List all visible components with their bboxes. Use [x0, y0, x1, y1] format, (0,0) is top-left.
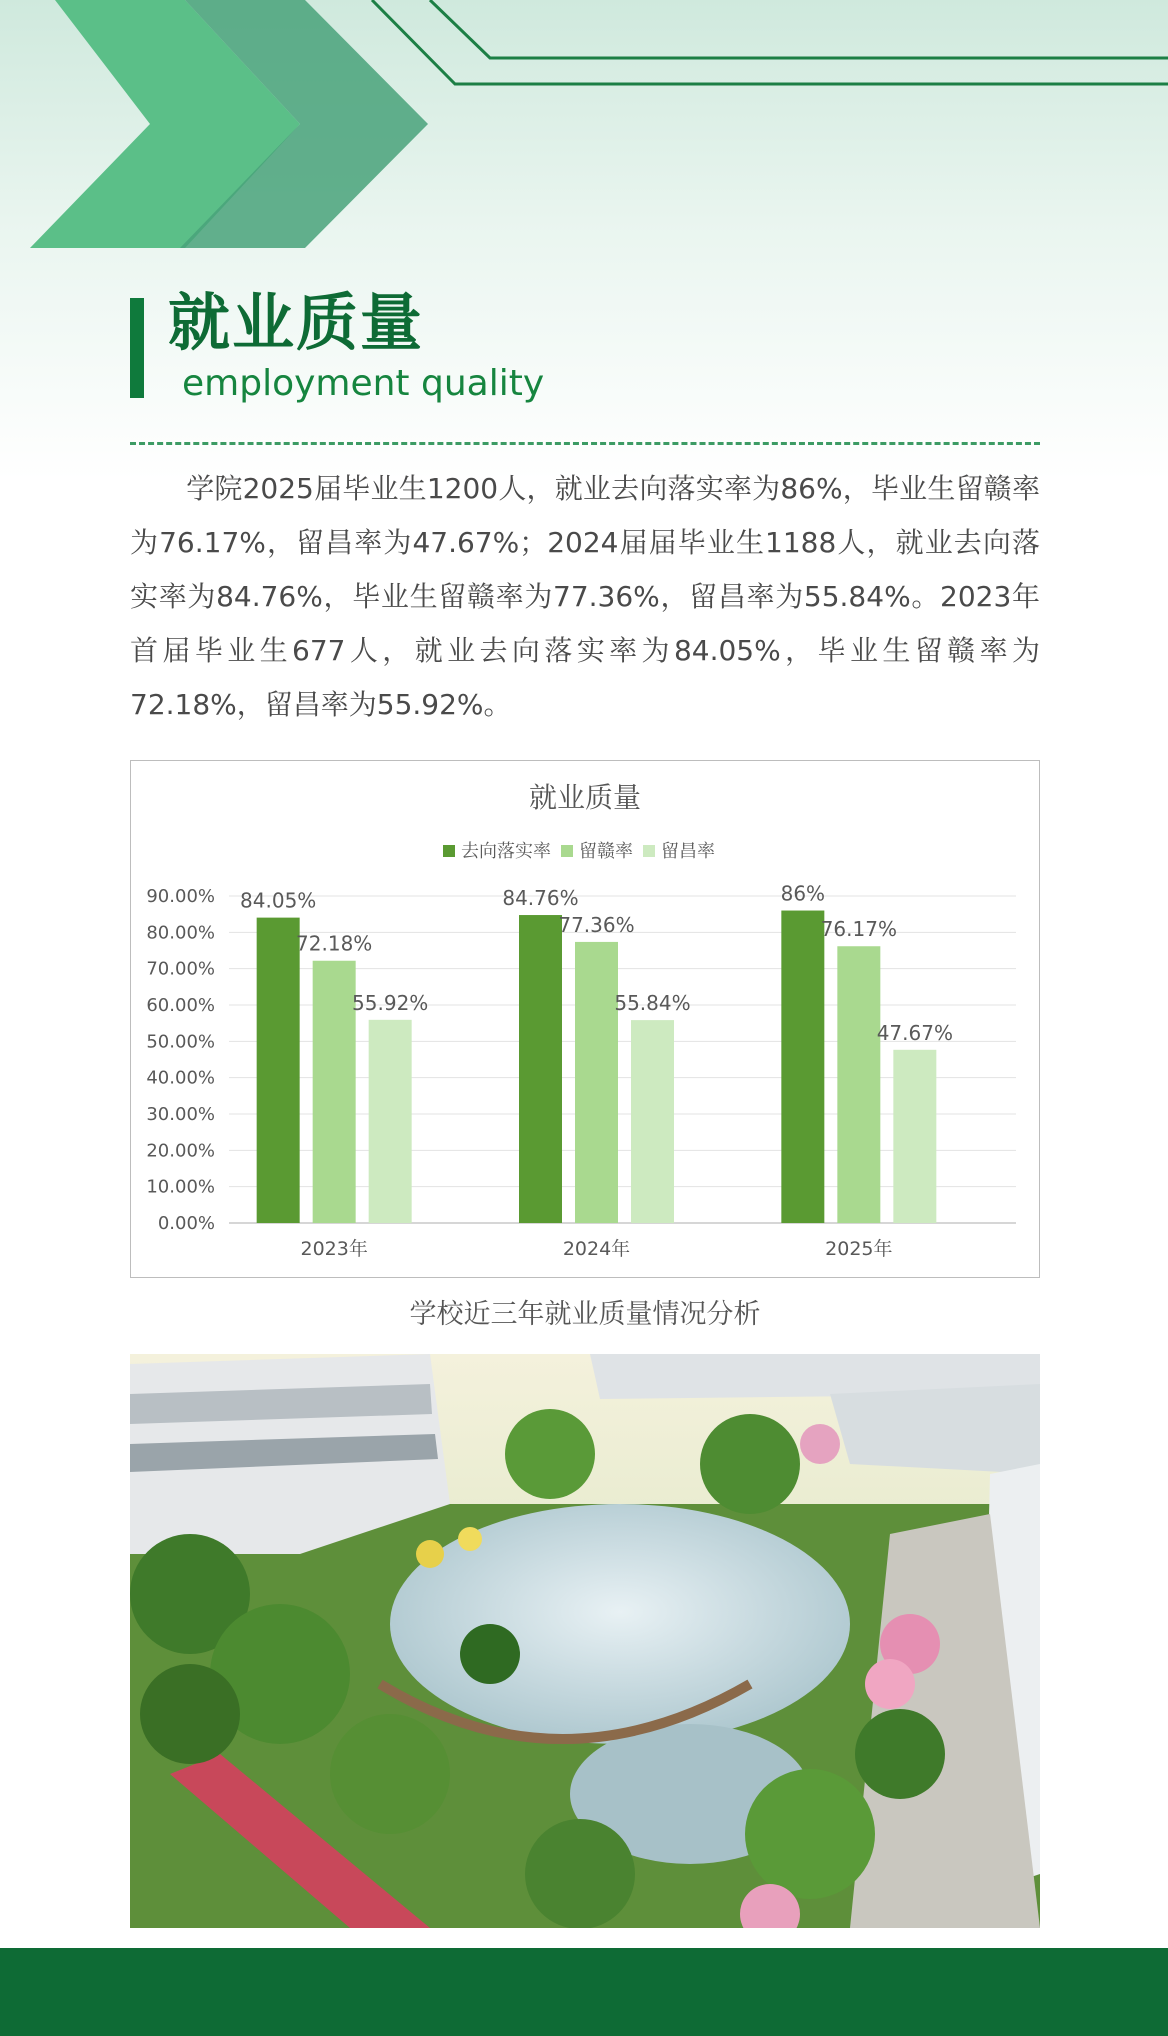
y-tick-label: 90.00% — [146, 886, 215, 907]
header-line — [430, 0, 1168, 58]
campus-aerial-image — [130, 1354, 1040, 1928]
bar — [575, 942, 618, 1223]
bar — [257, 918, 300, 1223]
data-label: 76.17% — [820, 917, 897, 942]
bar — [519, 915, 562, 1223]
y-tick-label: 70.00% — [146, 958, 215, 980]
legend-label: 留昌率 — [661, 841, 715, 862]
data-label: 55.84% — [614, 991, 691, 1016]
y-tick-label: 50.00% — [146, 1031, 215, 1053]
page-subtitle: employment quality — [182, 363, 545, 404]
bar — [893, 1050, 936, 1223]
chart-title: 就业质量 — [528, 781, 642, 814]
legend-label: 留赣率 — [579, 841, 633, 862]
page-title: 就业质量 — [168, 286, 425, 359]
title-accent-bar — [130, 298, 144, 398]
data-label: 47.67% — [876, 1020, 953, 1045]
bar — [631, 1020, 674, 1223]
bar — [837, 946, 880, 1223]
data-label: 55.92% — [352, 990, 429, 1015]
y-tick-label: 30.00% — [146, 1104, 215, 1125]
y-tick-label: 10.00% — [146, 1176, 215, 1198]
bar — [313, 961, 356, 1223]
y-tick-label: 0.00% — [157, 1213, 215, 1234]
data-label: 84.05% — [240, 888, 317, 913]
bar-chart — [131, 761, 1039, 1277]
intro-text: 学院2025届毕业生1200人，就业去向落实率为86%，毕业生留赣率为76.17%，留昌率为47.67%；2024届届毕业生1188人，就业去向落实率为84.76%，毕业生留赣率为77.36%，留昌率为55.84%。2023年首届毕业生677人，就业去向落实率为84.05%，毕业生留赣率为72.18%，留昌率为55.92%。 — [130, 472, 1040, 721]
campus-image-drawing — [130, 1354, 1040, 1928]
header-line — [372, 0, 1168, 84]
data-label: 77.36% — [558, 912, 635, 937]
footer-bar — [0, 1948, 1168, 2036]
header-decoration — [0, 0, 1168, 260]
y-tick-label: 40.00% — [146, 1067, 215, 1089]
x-tick-label: 2023年 — [300, 1238, 368, 1260]
intro-paragraph — [130, 462, 1040, 732]
divider — [130, 442, 1040, 445]
y-tick-label: 80.00% — [146, 922, 215, 944]
data-label: 72.18% — [296, 931, 373, 956]
legend-label: 去向落实率 — [461, 841, 551, 862]
y-tick-label: 20.00% — [146, 1140, 215, 1162]
data-label: 84.76% — [502, 886, 579, 911]
y-tick-label: 60.00% — [146, 995, 215, 1016]
x-tick-label: 2024年 — [562, 1238, 631, 1260]
legend-swatch — [443, 845, 455, 857]
bar — [369, 1020, 412, 1223]
data-label: 86% — [780, 881, 826, 906]
legend-swatch — [561, 845, 573, 857]
legend-swatch — [643, 845, 655, 857]
bar — [781, 911, 824, 1223]
chart-container — [130, 760, 1040, 1278]
chart-caption: 学校近三年就业质量情况分析 — [409, 1299, 761, 1330]
x-tick-label: 2025年 — [825, 1238, 893, 1260]
